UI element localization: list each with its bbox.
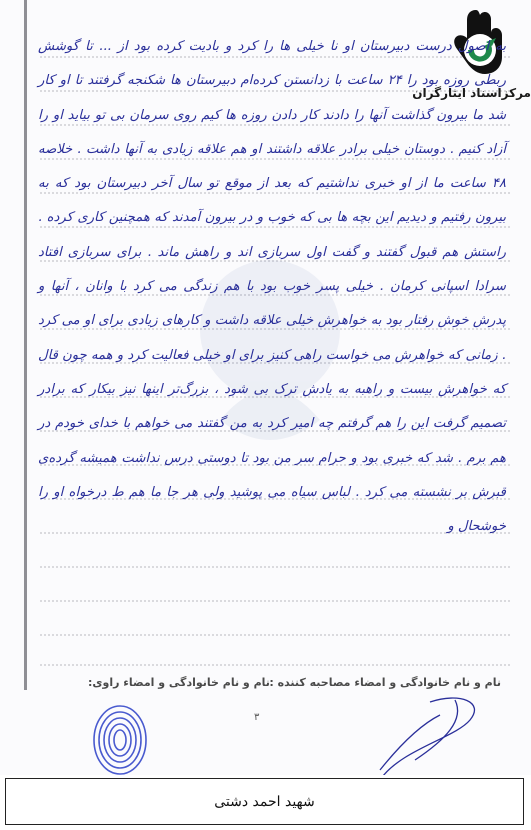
page-number: ۳ bbox=[254, 712, 260, 723]
narrator-signature-label: نام و نام خانوادگی و امضاء راوی: bbox=[88, 676, 270, 689]
page-margin-line bbox=[24, 0, 27, 690]
caption-box bbox=[5, 778, 524, 825]
handwritten-paragraph: به اصول درست دبیرستان او نا خیلی ها را کرد و بادیت کرده بود از ... تا گوشش ربطی روزه بود را ۲۴ ساعت با زدانستن کرده‌ام دبیرستان ها شکنجه گرفتند تا او کار شد ما بیرون گذاشت آنها را دادند کار دادن روزه ها کیم روی سرمان بی تو بیاید او را آزاد کنیم . دوستان خیلی برادر علاقه داشتند او هم علاقه زیادی به آنها داشت . خلاصه ۴۸ ساعت ما از او خبری نداشتیم که بعد از موقع تو سال آخر دبیرستان بود که به بیرون رفتیم و دیدیم این بچه ها بی که خوب و در بیرون آمدند که همچنین کاری کرده . راستش هم قبول گفتند و گفت اول سربازی اند و راهش ماند . برای سربازی افتاد سرادا اسپانی کرمان . خیلی پسر خوب بود با هم زندگی می کرد با وانان ، آنها و پدرش خوش رفتار بود به خواهرش خیلی علاقه داشت و کارهای زیادی برای او می کرد . زمانی که خواهرش می خواست راهی کنیز برای او خیلی فعالیت کرد و همه چون قال که خواهرش بیست و راهبه به یادش ترک بی شود ، بزرگ‌تر اینها نیز بیکار که برادر تصمیم گرفت این را هم گرفتم چه امیر کرد به من گفتند می خواهم با خدای خودم در هم برم . شد که خبری بود و حرام سر من بود تا دوستی درس نداشت همیشه گرده‌ی قبرش بر نشسته می کرد . لباس سیاه می پوشید ولی هر جا ما هم ط درخواه او را خوشحال و bbox=[38, 39, 506, 535]
signature-and-fingerprint bbox=[0, 640, 531, 775]
signature-strokes bbox=[380, 698, 474, 775]
fingerprint-mark bbox=[94, 706, 146, 774]
caption-text: شهید احمد دشتی bbox=[214, 793, 315, 810]
logo-caption: مرکزاسناد ایثارگران bbox=[412, 86, 531, 100]
interviewer-signature-label: نام و نام خانوادگی و امضاء مصاحبه کننده : bbox=[269, 676, 501, 689]
handwritten-body bbox=[38, 30, 506, 544]
